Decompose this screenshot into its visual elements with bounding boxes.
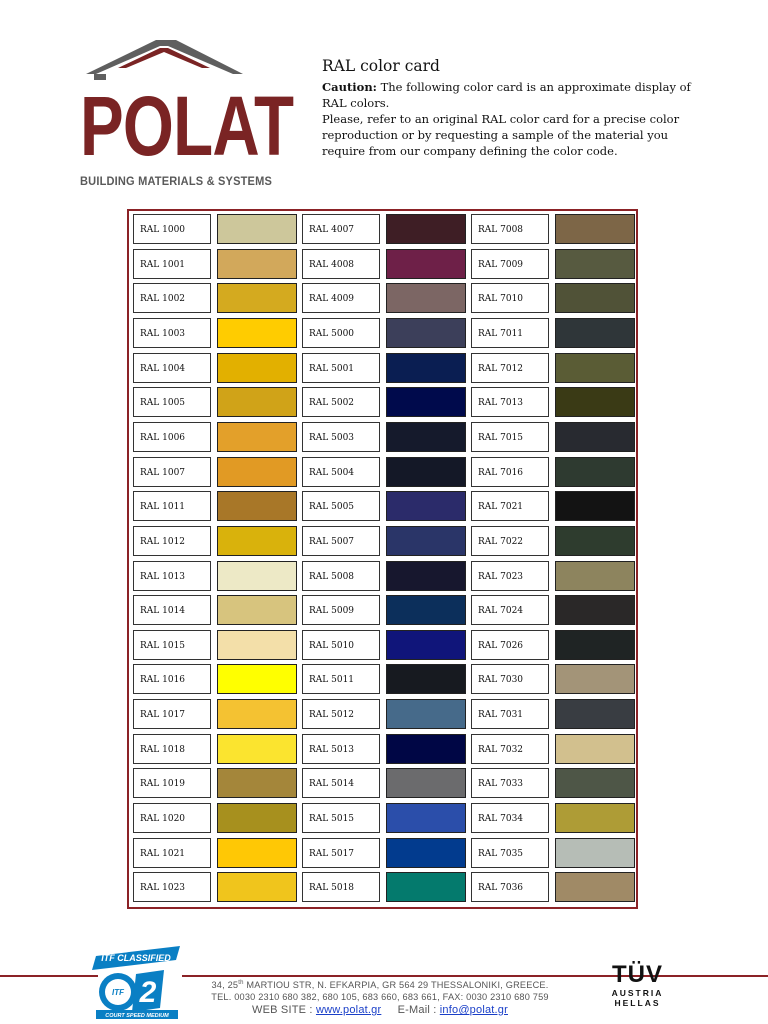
color-swatch [217, 249, 297, 279]
ral-code-label: RAL 7035 [471, 838, 549, 868]
ral-code-label: RAL 7016 [471, 457, 549, 487]
ral-code-label: RAL 1023 [133, 872, 211, 902]
color-swatch [555, 457, 635, 487]
tuv-wordmark: TÜV [612, 961, 663, 988]
badge-title-text: ITF CLASSIFIED [101, 953, 171, 963]
color-swatch [217, 595, 297, 625]
color-swatch [555, 491, 635, 521]
polat-logo [78, 38, 294, 193]
color-swatch [217, 630, 297, 660]
ral-code-label: RAL 7032 [471, 734, 549, 764]
color-swatch [217, 387, 297, 417]
color-swatch [555, 872, 635, 902]
color-swatch [555, 422, 635, 452]
tuv-austria-logo [600, 962, 675, 1020]
ral-code-label: RAL 1011 [133, 491, 211, 521]
ral-code-label: RAL 1021 [133, 838, 211, 868]
color-swatch [386, 457, 466, 487]
color-swatch [555, 318, 635, 348]
ral-code-label: RAL 1005 [133, 387, 211, 417]
ral-code-label: RAL 7024 [471, 595, 549, 625]
ral-code-label: RAL 4007 [302, 214, 380, 244]
color-swatch [555, 353, 635, 383]
ral-code-label: RAL 1019 [133, 768, 211, 798]
ral-code-label: RAL 7034 [471, 803, 549, 833]
ral-code-label: RAL 5007 [302, 526, 380, 556]
page-title: RAL color card [322, 57, 440, 75]
header-block [322, 57, 702, 159]
ral-code-label: RAL 1000 [133, 214, 211, 244]
ral-code-label: RAL 5004 [302, 457, 380, 487]
ral-code-label: RAL 1013 [133, 561, 211, 591]
company-phone: TEL. 0030 2310 680 382, 680 105, 683 660, 683 661, FAX: 0030 2310 680 759 [211, 992, 549, 1003]
color-swatch [555, 214, 635, 244]
color-swatch [217, 803, 297, 833]
caution-paragraph [322, 79, 702, 111]
ral-code-label: RAL 7023 [471, 561, 549, 591]
web-label: WEB SITE : [252, 1004, 313, 1017]
ral-code-label: RAL 7021 [471, 491, 549, 521]
color-swatch [386, 526, 466, 556]
ral-code-label: RAL 7033 [471, 768, 549, 798]
color-swatch [217, 491, 297, 521]
color-swatch [555, 768, 635, 798]
color-swatch [217, 699, 297, 729]
ral-code-label: RAL 5005 [302, 491, 380, 521]
color-swatch [386, 283, 466, 313]
color-swatch [217, 526, 297, 556]
color-swatch [555, 838, 635, 868]
company-web [190, 1003, 570, 1017]
ral-code-label: RAL 1001 [133, 249, 211, 279]
ral-code-label: RAL 1016 [133, 664, 211, 694]
ral-code-label: RAL 1014 [133, 595, 211, 625]
color-swatch [386, 214, 466, 244]
ral-code-label: RAL 5014 [302, 768, 380, 798]
ral-code-label: RAL 5013 [302, 734, 380, 764]
color-swatch [555, 249, 635, 279]
ral-code-label: RAL 7036 [471, 872, 549, 902]
color-swatch [386, 422, 466, 452]
color-swatch [386, 664, 466, 694]
ral-code-label: RAL 1015 [133, 630, 211, 660]
ral-code-label: RAL 7009 [471, 249, 549, 279]
ral-code-label: RAL 1002 [133, 283, 211, 313]
color-swatch [386, 249, 466, 279]
tuv-country: AUSTRIA [611, 988, 664, 998]
ral-code-label: RAL 5017 [302, 838, 380, 868]
color-card [127, 209, 638, 909]
ral-code-label: RAL 5009 [302, 595, 380, 625]
color-swatch [386, 734, 466, 764]
color-swatch [217, 422, 297, 452]
color-swatch [555, 803, 635, 833]
ral-code-label: RAL 7010 [471, 283, 549, 313]
ral-code-label: RAL 1006 [133, 422, 211, 452]
ral-code-label: RAL 5018 [302, 872, 380, 902]
color-swatch [555, 734, 635, 764]
ral-code-label: RAL 1007 [133, 457, 211, 487]
ral-code-label: RAL 5000 [302, 318, 380, 348]
ral-code-label: RAL 1020 [133, 803, 211, 833]
ral-code-label: RAL 5001 [302, 353, 380, 383]
ral-code-label: RAL 1003 [133, 318, 211, 348]
ral-code-label: RAL 7031 [471, 699, 549, 729]
color-swatch [217, 768, 297, 798]
ral-code-label: RAL 4009 [302, 283, 380, 313]
color-swatch [386, 699, 466, 729]
ral-code-label: RAL 7012 [471, 353, 549, 383]
ral-code-label: RAL 7026 [471, 630, 549, 660]
color-swatch [217, 353, 297, 383]
color-swatch [386, 872, 466, 902]
color-swatch [386, 630, 466, 660]
itf-classified-badge [92, 946, 184, 1020]
color-swatch [555, 387, 635, 417]
company-address: 34, 25th MARTIOU STR, N. EFKARPIA, GR 564 29 THESSALONIKI, GREECE. [211, 980, 549, 991]
color-swatch [217, 283, 297, 313]
ral-code-label: RAL 5015 [302, 803, 380, 833]
ral-code-label: RAL 7022 [471, 526, 549, 556]
color-swatch [217, 664, 297, 694]
color-swatch [386, 318, 466, 348]
logo-wordmark: POLAT [80, 79, 294, 173]
badge-mark-text: ITF [112, 988, 124, 997]
color-swatch [386, 768, 466, 798]
website-link[interactable]: www.polat.gr [315, 1004, 382, 1017]
ral-code-label: RAL 5008 [302, 561, 380, 591]
email-link[interactable]: info@polat.gr [439, 1004, 508, 1017]
color-swatch [386, 561, 466, 591]
color-swatch [555, 699, 635, 729]
color-swatch [217, 214, 297, 244]
email-label: E-Mail : [397, 1004, 437, 1017]
tuv-region: HELLAS [614, 998, 661, 1008]
color-swatch [386, 838, 466, 868]
color-swatch [555, 595, 635, 625]
color-swatch [555, 664, 635, 694]
ral-code-label: RAL 5002 [302, 387, 380, 417]
color-swatch [386, 803, 466, 833]
ral-code-label: RAL 1018 [133, 734, 211, 764]
caution-label: Caution: [322, 80, 377, 94]
ral-code-label: RAL 7013 [471, 387, 549, 417]
color-swatch [386, 353, 466, 383]
color-swatch [217, 457, 297, 487]
color-swatch [386, 491, 466, 521]
ral-code-label: RAL 1012 [133, 526, 211, 556]
ral-code-label: RAL 5010 [302, 630, 380, 660]
color-swatch [217, 872, 297, 902]
ral-code-label: RAL 7011 [471, 318, 549, 348]
color-swatch [217, 734, 297, 764]
color-swatch [217, 318, 297, 348]
ral-code-label: RAL 7008 [471, 214, 549, 244]
ral-code-label: RAL 5011 [302, 664, 380, 694]
ral-code-label: RAL 7030 [471, 664, 549, 694]
itf-badge-icon [92, 946, 184, 1020]
badge-bottom-text: COURT SPEED MEDIUM [105, 1013, 169, 1019]
ral-code-label: RAL 1017 [133, 699, 211, 729]
color-swatch [555, 630, 635, 660]
color-swatch [555, 561, 635, 591]
caution-text: The following color card is an approximate display of RAL colors. [322, 80, 691, 110]
ral-code-label: RAL 5003 [302, 422, 380, 452]
logo-subtitle: BUILDING MATERIALS & SYSTEMS [80, 174, 273, 188]
color-swatch [386, 595, 466, 625]
color-swatch [217, 561, 297, 591]
color-swatch [555, 283, 635, 313]
ral-code-label: RAL 1004 [133, 353, 211, 383]
ral-code-label: RAL 7015 [471, 422, 549, 452]
ral-code-label: RAL 5012 [302, 699, 380, 729]
badge-number-text: 2 [139, 976, 157, 1009]
ral-code-label: RAL 4008 [302, 249, 380, 279]
note-paragraph: Please, refer to an original RAL color card for a precise color reproduction or by requesting a sample of the material you require from our company defining the color code. [322, 112, 680, 158]
color-swatch [217, 838, 297, 868]
company-contact [190, 977, 570, 1017]
footer-divider-left [0, 975, 98, 977]
color-swatch [555, 526, 635, 556]
color-swatch [386, 387, 466, 417]
